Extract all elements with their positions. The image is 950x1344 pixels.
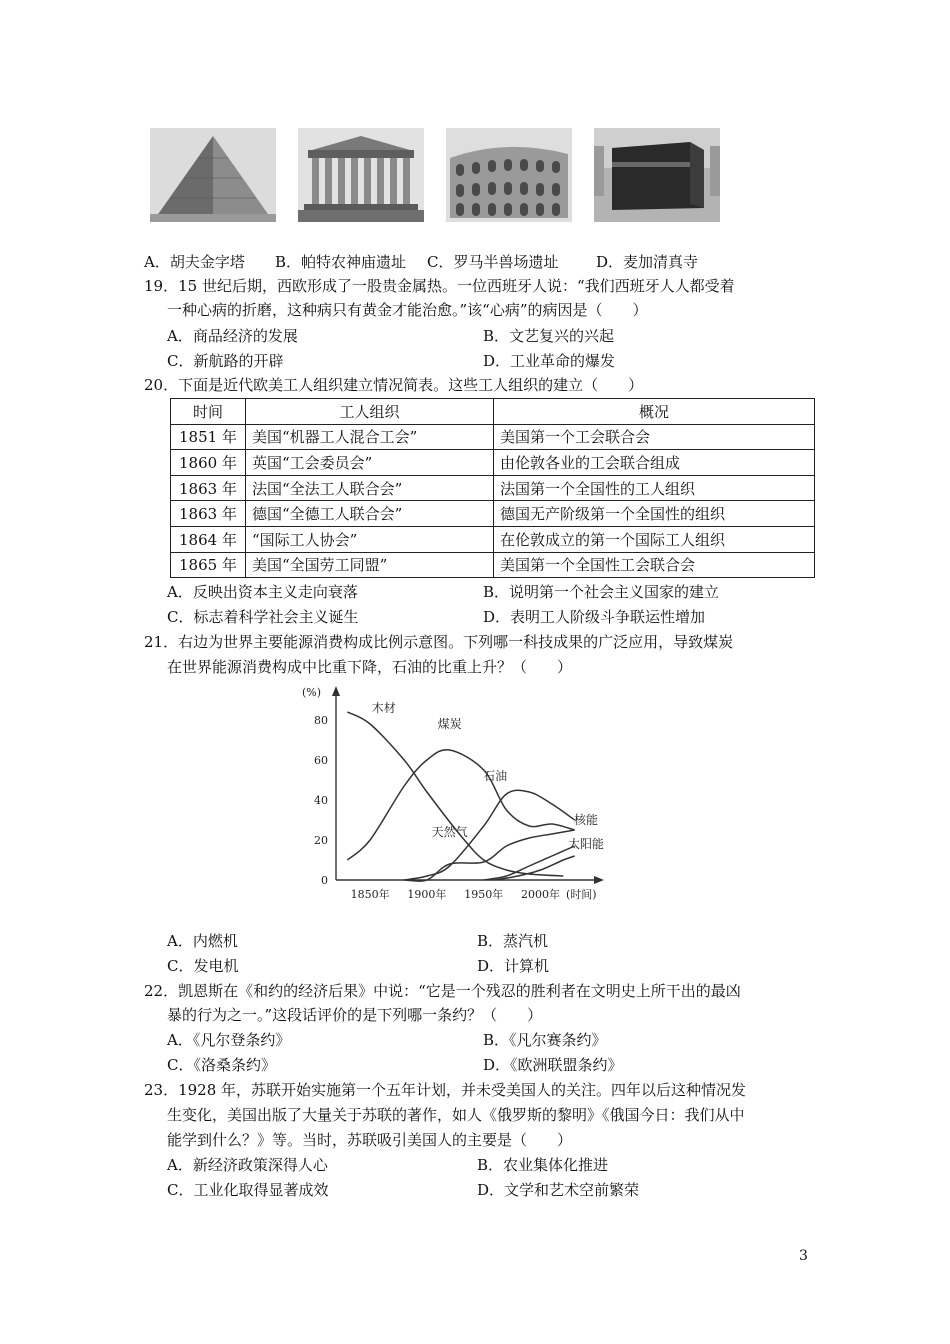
option-a-label: A．胡夫金字塔 bbox=[144, 253, 245, 271]
table-row bbox=[171, 552, 815, 578]
q21-option-a: A．内燃机 bbox=[167, 932, 238, 950]
header-overview: 概况 bbox=[494, 399, 815, 425]
q23-option-b: B．农业集体化推进 bbox=[477, 1156, 609, 1174]
pyramid-photo bbox=[150, 128, 276, 222]
q23-stem-line3: 能学到什么？》等。当时，苏联吸引美国人的主要是（ ） bbox=[167, 1131, 573, 1149]
table-row bbox=[171, 501, 815, 527]
q21-option-c: C．发电机 bbox=[167, 957, 239, 975]
q23-stem-line2: 生变化，美国出版了大量关于苏联的著作，如人《俄罗斯的黎明》《俄国今日：我们从中 bbox=[167, 1106, 745, 1124]
q19-option-c: C．新航路的开辟 bbox=[167, 352, 284, 370]
q23-stem-line1: 23．1928 年，苏联开始实施第一个五年计划，并未受美国人的关注。四年以后这种情况发 bbox=[144, 1081, 747, 1099]
cell-time: 1864 年 bbox=[171, 526, 246, 552]
q22-option-a: A．《凡尔登条约》 bbox=[167, 1031, 291, 1049]
x-tick-label: 1950年 bbox=[464, 888, 504, 901]
kaaba-photo bbox=[594, 128, 720, 222]
q20-table bbox=[170, 398, 815, 578]
table-row bbox=[171, 450, 815, 476]
option-d-label: D．麦加清真寺 bbox=[596, 253, 699, 271]
series-label: 太阳能 bbox=[567, 837, 605, 851]
x-axis-arrow-icon bbox=[594, 876, 604, 884]
q22-option-d: D．《欧洲联盟条约》 bbox=[483, 1056, 623, 1074]
q20-stem: 20．下面是近代欧美工人组织建立情况简表。这些工人组织的建立（ ） bbox=[144, 376, 644, 394]
header-organization: 工人组织 bbox=[246, 399, 494, 425]
series-line-木材 bbox=[347, 712, 563, 876]
table-row bbox=[171, 424, 815, 450]
q19-option-b: B．文艺复兴的兴起 bbox=[483, 327, 615, 345]
series-line-核能 bbox=[484, 846, 575, 880]
q19-stem-line1: 19．15 世纪后期，西欧形成了一股贵金属热。一位西班牙人说：“我们西班牙人人都受着 bbox=[144, 277, 735, 295]
header-time: 时间 bbox=[171, 399, 246, 425]
cell-time: 1863 年 bbox=[171, 475, 246, 501]
parthenon-photo bbox=[298, 128, 424, 222]
x-tick-label: 1850年 bbox=[350, 888, 390, 901]
energy-consumption-chart bbox=[294, 680, 624, 912]
table-row bbox=[171, 526, 815, 552]
colosseum-photo bbox=[446, 128, 572, 222]
q23-option-c: C．工业化取得显著成效 bbox=[167, 1181, 329, 1199]
q22-stem-line1: 22．凯恩斯在《和约的经济后果》中说：“它是一个残忍的胜利者在文明史上所干出的最凶 bbox=[144, 982, 741, 1000]
y-tick-label: 80 bbox=[314, 714, 328, 727]
cell-time: 1860 年 bbox=[171, 450, 246, 476]
cell-organization: 美国“全国劳工同盟” bbox=[246, 552, 494, 578]
q19-option-d: D．工业革命的爆发 bbox=[483, 352, 616, 370]
q21-stem-line2: 在世界能源消费构成中比重下降，石油的比重上升？（ ） bbox=[167, 658, 573, 676]
x-tick-label: 2000年 bbox=[521, 888, 561, 901]
cell-overview: 在伦敦成立的第一个国际工人组织 bbox=[494, 526, 815, 552]
series-label: 木材 bbox=[371, 701, 396, 715]
cell-overview: 美国第一个全国性工会联合会 bbox=[494, 552, 815, 578]
series-line-天然气 bbox=[404, 830, 574, 881]
q22-option-b: B．《凡尔赛条约》 bbox=[483, 1031, 607, 1049]
cell-overview: 美国第一个工会联合会 bbox=[494, 424, 815, 450]
table-row bbox=[171, 475, 815, 501]
cell-overview: 法国第一个全国性的工人组织 bbox=[494, 475, 815, 501]
q21-stem-line1: 21．右边为世界主要能源消费构成比例示意图。下列哪一科技成果的广泛应用，导致煤炭 bbox=[144, 633, 734, 651]
x-axis-label: (时间) bbox=[566, 888, 597, 901]
cell-time: 1863 年 bbox=[171, 501, 246, 527]
q21-option-b: B．蒸汽机 bbox=[477, 932, 549, 950]
cell-time: 1865 年 bbox=[171, 552, 246, 578]
cell-organization: 法国“全法工人联合会” bbox=[246, 475, 494, 501]
y-tick-label: 60 bbox=[314, 754, 328, 767]
series-label: 石油 bbox=[483, 769, 508, 783]
q23-option-a: A．新经济政策深得人心 bbox=[167, 1156, 328, 1174]
q20-option-d: D．表明工人阶级斗争联运性增加 bbox=[483, 608, 706, 626]
table-header-row bbox=[171, 399, 815, 425]
q20-option-b: B．说明第一个社会主义国家的建立 bbox=[483, 583, 720, 601]
cell-organization: “国际工人协会” bbox=[246, 526, 494, 552]
q20-option-a: A．反映出资本主义走向衰落 bbox=[167, 583, 358, 601]
q19-option-a: A．商品经济的发展 bbox=[167, 327, 298, 345]
q23-option-d: D．文学和艺术空前繁荣 bbox=[477, 1181, 640, 1199]
cell-organization: 英国“工会委员会” bbox=[246, 450, 494, 476]
series-label: 天然气 bbox=[431, 825, 468, 839]
y-tick-label: 0 bbox=[321, 874, 328, 887]
y-tick-label: 40 bbox=[314, 794, 328, 807]
cell-organization: 美国“机器工人混合工会” bbox=[246, 424, 494, 450]
cell-overview: 德国无产阶级第一个全国性的组织 bbox=[494, 501, 815, 527]
q22-stem-line2: 暴的行为之一。”这段话评价的是下列哪一条约？（ ） bbox=[167, 1006, 543, 1024]
series-label: 核能 bbox=[573, 813, 599, 827]
option-b-label: B．帕特农神庙遗址 bbox=[275, 253, 407, 271]
q20-option-c: C．标志着科学社会主义诞生 bbox=[167, 608, 359, 626]
cell-time: 1851 年 bbox=[171, 424, 246, 450]
cell-organization: 德国“全德工人联合会” bbox=[246, 501, 494, 527]
q19-stem-line2: 一种心病的折磨，这种病只有黄金才能治愈。”该“心病”的病因是（ ） bbox=[167, 301, 648, 319]
option-c-label: C．罗马半兽场遗址 bbox=[427, 253, 559, 271]
series-line-煤炭 bbox=[347, 750, 574, 860]
page-number: 3 bbox=[799, 1248, 808, 1264]
x-tick-label: 1900年 bbox=[407, 888, 447, 901]
cell-overview: 由伦敦各业的工会联合组成 bbox=[494, 450, 815, 476]
series-label: 煤炭 bbox=[437, 717, 462, 731]
q22-option-c: C．《洛桑条约》 bbox=[167, 1056, 276, 1074]
y-axis-arrow-icon bbox=[332, 686, 340, 696]
q21-option-d: D．计算机 bbox=[477, 957, 550, 975]
y-axis-label: (%) bbox=[302, 686, 322, 699]
y-tick-label: 20 bbox=[314, 834, 328, 847]
